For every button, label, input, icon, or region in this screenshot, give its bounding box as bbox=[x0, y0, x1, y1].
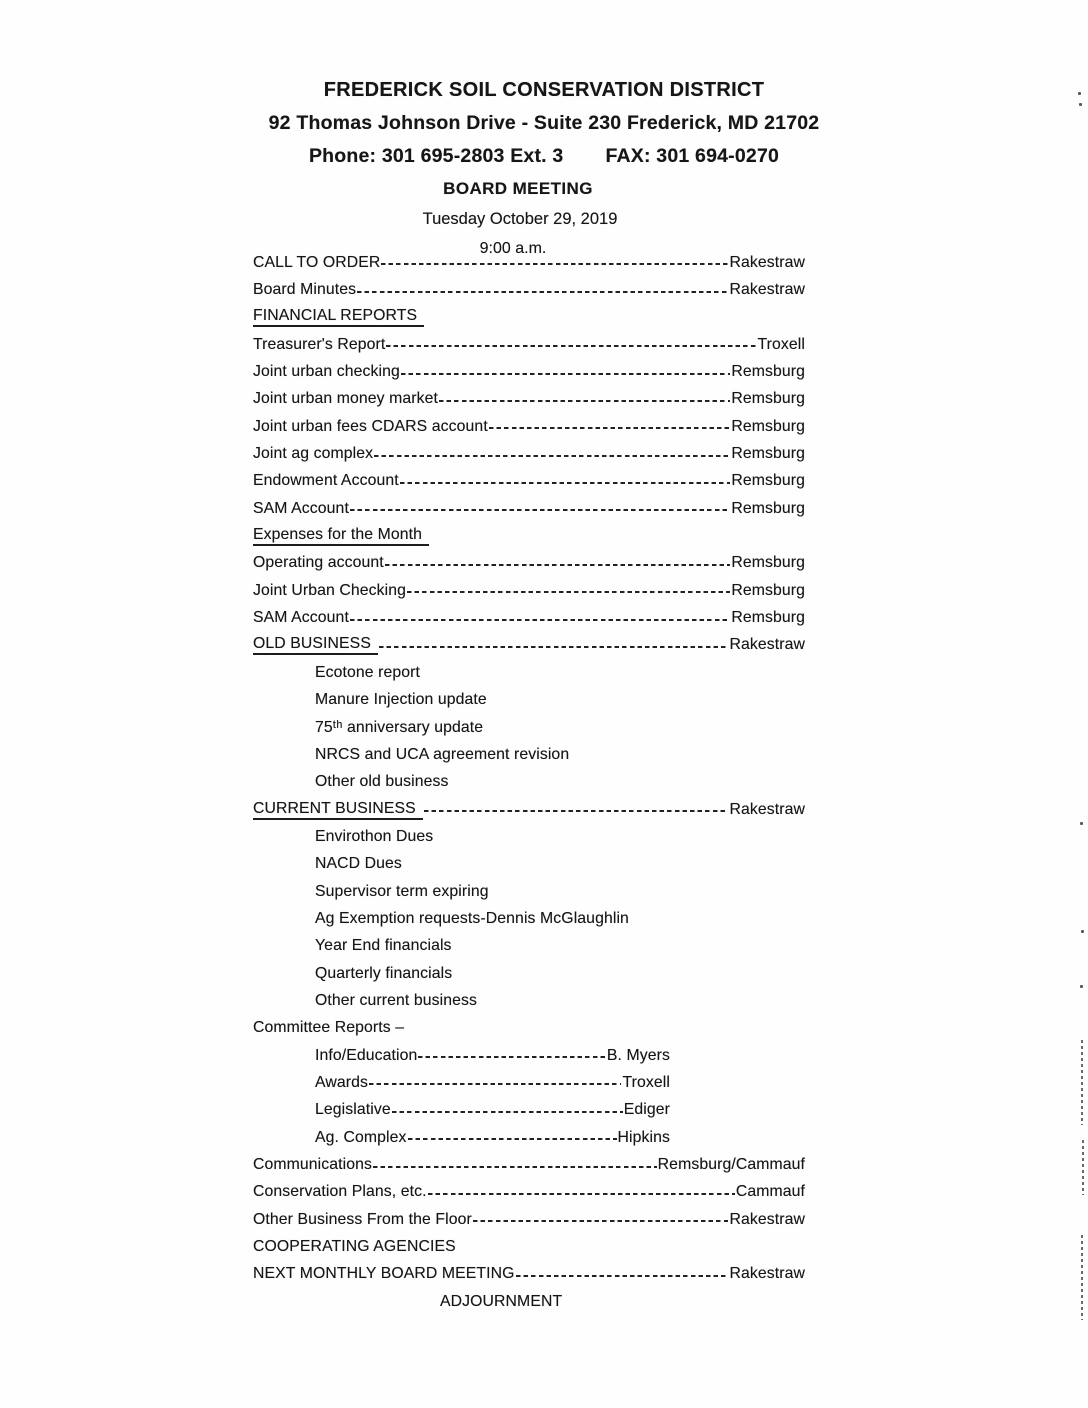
agenda-item bbox=[253, 577, 805, 604]
agenda-item bbox=[253, 304, 805, 331]
dotted-leader bbox=[401, 373, 730, 375]
agenda-item bbox=[253, 276, 805, 303]
agenda-label: 75ᵗʰ anniversary update bbox=[315, 718, 484, 736]
agenda-label: Committee Reports – bbox=[253, 1019, 405, 1037]
agenda-item bbox=[253, 687, 805, 714]
agenda-label: Joint urban money market bbox=[253, 390, 439, 408]
agenda-assignee: Remsburg bbox=[731, 581, 805, 599]
agenda-item bbox=[253, 960, 805, 987]
agenda-label: Legislative bbox=[315, 1101, 391, 1119]
agenda-item bbox=[253, 987, 805, 1014]
agenda-item bbox=[253, 413, 805, 440]
agenda-item bbox=[253, 1069, 670, 1096]
dotted-leader bbox=[439, 400, 730, 402]
agenda-item bbox=[253, 1206, 805, 1233]
agenda-item bbox=[253, 933, 805, 960]
agenda-assignee: B. Myers bbox=[606, 1046, 670, 1064]
agenda-item bbox=[253, 550, 805, 577]
agenda-assignee: Rakestraw bbox=[729, 1210, 805, 1228]
dotted-leader bbox=[400, 482, 731, 484]
agenda-label: Joint urban fees CDARS account bbox=[253, 417, 488, 435]
agenda-label: OLD BUSINESS bbox=[253, 635, 378, 655]
agenda-item bbox=[253, 1179, 805, 1206]
scan-speck bbox=[1080, 985, 1083, 988]
fax-number: FAX: 301 694-0270 bbox=[605, 145, 780, 167]
dotted-leader bbox=[386, 345, 756, 347]
agenda-assignee: Hipkins bbox=[617, 1128, 670, 1146]
agenda-assignee: Rakestraw bbox=[729, 800, 805, 818]
dotted-leader bbox=[374, 455, 730, 457]
agenda-label: Awards bbox=[315, 1073, 368, 1091]
agenda-label: Ecotone report bbox=[315, 663, 421, 681]
agenda-label: Ag. Complex bbox=[315, 1128, 407, 1146]
agenda-label: Communications bbox=[253, 1156, 373, 1174]
agenda-label: Other old business bbox=[315, 773, 449, 791]
scan-speck bbox=[1078, 92, 1081, 95]
agenda-label: Other Business From the Floor bbox=[253, 1210, 472, 1228]
agenda-label: Manure Injection update bbox=[315, 691, 487, 709]
agenda-label: Joint ag complex bbox=[253, 445, 374, 463]
agenda-item bbox=[253, 823, 805, 850]
agenda-assignee: Cammauf bbox=[735, 1183, 805, 1201]
agenda-item bbox=[253, 1015, 805, 1042]
agenda-label: CALL TO ORDER bbox=[253, 253, 381, 271]
agenda-assignee: Remsburg bbox=[731, 554, 805, 572]
scan-speck bbox=[1081, 930, 1084, 933]
agenda-label: NRCS and UCA agreement revision bbox=[315, 745, 570, 763]
agenda-label: NEXT MONTHLY BOARD MEETING bbox=[253, 1265, 515, 1283]
dotted-leader bbox=[385, 564, 731, 566]
agenda-item bbox=[253, 440, 805, 467]
agenda-item bbox=[253, 741, 805, 768]
agenda-item bbox=[253, 249, 805, 276]
agenda-label: SAM Account bbox=[253, 609, 349, 627]
agenda-label: Envirothon Dues bbox=[315, 827, 434, 845]
dotted-leader bbox=[357, 291, 728, 293]
dotted-leader bbox=[369, 1083, 621, 1085]
agenda-item bbox=[253, 878, 805, 905]
scan-speck bbox=[1080, 822, 1083, 825]
scan-edge-artifact bbox=[1081, 1040, 1083, 1125]
dotted-leader bbox=[373, 1166, 657, 1168]
agenda-label: NACD Dues bbox=[315, 855, 402, 873]
agenda-item bbox=[253, 769, 805, 796]
dotted-leader bbox=[418, 1056, 605, 1058]
dotted-leader bbox=[428, 1193, 735, 1195]
agenda-item bbox=[253, 1233, 805, 1260]
agenda-item bbox=[253, 1042, 670, 1069]
agenda-label: Endowment Account bbox=[253, 472, 399, 490]
meeting-time: 9:00 a.m. bbox=[479, 240, 547, 257]
agenda-label: SAM Account bbox=[253, 499, 349, 517]
agenda-label: CURRENT BUSINESS bbox=[253, 800, 423, 820]
dotted-leader bbox=[408, 1138, 617, 1140]
dotted-leader bbox=[381, 263, 728, 265]
agenda-item bbox=[253, 358, 805, 385]
agenda-item bbox=[253, 796, 805, 823]
agenda-assignee: Remsburg bbox=[731, 445, 805, 463]
agenda-item bbox=[253, 522, 805, 549]
organization-name: FREDERICK SOIL CONSERVATION DISTRICT bbox=[323, 79, 765, 101]
agenda-label: Ag Exemption requests-Dennis McGlaughlin bbox=[315, 909, 629, 927]
agenda-label: Joint urban checking bbox=[253, 363, 400, 381]
agenda-label: Conservation Plans, etc. bbox=[253, 1183, 427, 1201]
agenda-item bbox=[253, 331, 805, 358]
agenda-item bbox=[253, 386, 805, 413]
agenda-assignee: Rakestraw bbox=[729, 253, 805, 271]
agenda-label: Expenses for the Month bbox=[253, 526, 429, 546]
agenda-label: Supervisor term expiring bbox=[315, 882, 489, 900]
agenda-assignee: Rakestraw bbox=[729, 281, 805, 299]
agenda-assignee: Ediger bbox=[623, 1101, 670, 1119]
agenda-label: Operating account bbox=[253, 554, 384, 572]
agenda-assignee: Remsburg bbox=[731, 390, 805, 408]
agenda-assignee: Rakestraw bbox=[729, 1265, 805, 1283]
agenda-label: Treasurer's Report bbox=[253, 335, 386, 353]
agenda-label: COOPERATING AGENCIES bbox=[253, 1238, 456, 1256]
address-line: 92 Thomas Johnson Drive - Suite 230 Frederick, MD 21702 bbox=[268, 112, 820, 134]
agenda-assignee: Remsburg bbox=[731, 499, 805, 517]
agenda-item bbox=[253, 851, 805, 878]
agenda-assignee: Troxell bbox=[757, 335, 805, 353]
agenda-label: Quarterly financials bbox=[315, 964, 453, 982]
agenda-assignee: Remsburg bbox=[731, 417, 805, 435]
phone-number: Phone: 301 695-2803 Ext. 3 bbox=[308, 145, 564, 167]
agenda-item bbox=[253, 1151, 805, 1178]
scan-edge-artifact bbox=[1081, 1235, 1083, 1320]
agenda-label: Year End financials bbox=[315, 937, 452, 955]
agenda-item bbox=[253, 495, 805, 522]
phone-fax-line bbox=[0, 140, 1088, 173]
scan-edge-artifact bbox=[1082, 1140, 1084, 1195]
agenda-assignee: Troxell bbox=[622, 1073, 670, 1091]
agenda-item bbox=[253, 1097, 670, 1124]
agenda-item bbox=[253, 714, 805, 741]
agenda-item bbox=[253, 632, 805, 659]
agenda-label: ADJOURNMENT bbox=[440, 1292, 563, 1310]
meeting-date: Tuesday October 29, 2019 bbox=[422, 210, 618, 228]
agenda-assignee: Remsburg bbox=[731, 609, 805, 627]
agenda-assignee: Remsburg bbox=[731, 363, 805, 381]
agenda-item bbox=[253, 1288, 805, 1315]
agenda-assignee: Remsburg/Cammauf bbox=[657, 1156, 805, 1174]
agenda-item bbox=[253, 468, 805, 495]
dotted-leader bbox=[407, 591, 730, 593]
dotted-leader bbox=[379, 646, 729, 648]
agenda-item bbox=[253, 905, 805, 932]
dotted-leader bbox=[392, 1111, 623, 1113]
agenda-assignee: Remsburg bbox=[731, 472, 805, 490]
dotted-leader bbox=[424, 810, 729, 812]
dotted-leader bbox=[489, 427, 731, 429]
dotted-leader bbox=[473, 1220, 729, 1222]
dotted-leader bbox=[350, 509, 730, 511]
letterhead bbox=[0, 74, 1088, 263]
agenda-item bbox=[253, 1261, 805, 1288]
agenda-list bbox=[253, 249, 853, 1315]
agenda-item bbox=[253, 1124, 670, 1151]
scan-speck bbox=[1079, 103, 1082, 106]
dotted-leader bbox=[350, 619, 730, 621]
agenda-label: FINANCIAL REPORTS bbox=[253, 307, 424, 327]
agenda-item bbox=[253, 604, 805, 631]
agenda-label: Info/Education bbox=[315, 1046, 418, 1064]
agenda-label: Other current business bbox=[315, 991, 477, 1009]
agenda-label: Board Minutes bbox=[253, 281, 357, 299]
dotted-leader bbox=[516, 1275, 729, 1277]
meeting-type: BOARD MEETING bbox=[443, 179, 593, 198]
agenda-assignee: Rakestraw bbox=[729, 636, 805, 654]
agenda-label: Joint Urban Checking bbox=[253, 581, 407, 599]
agenda-item bbox=[253, 659, 805, 686]
